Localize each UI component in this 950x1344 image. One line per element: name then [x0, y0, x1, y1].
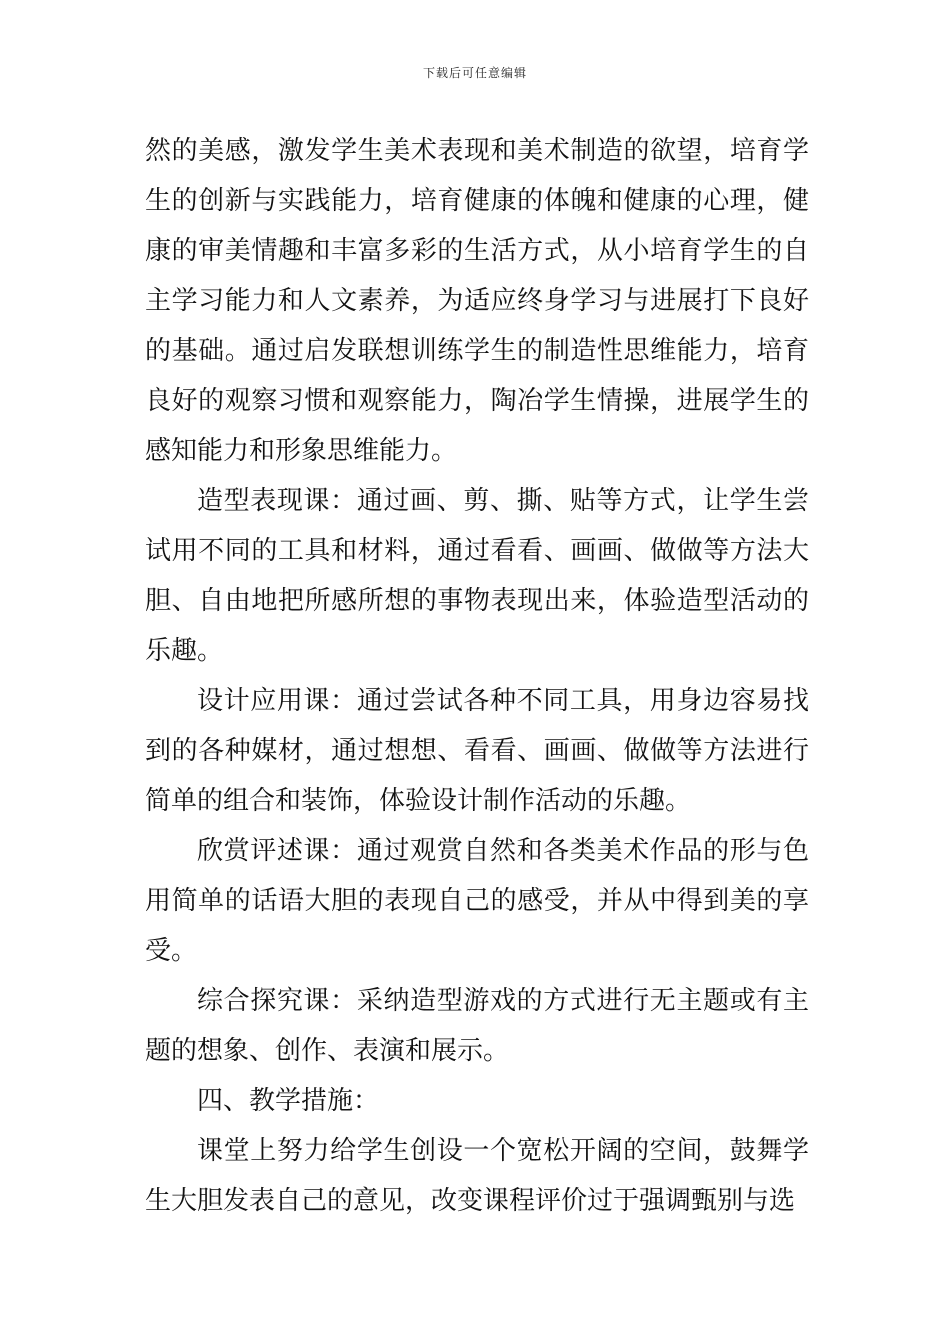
- paragraph-modeling-course: 造型表现课：通过画、剪、撕、贴等方式，让学生尝试用不同的工具和材料，通过看看、画画、做做等方法大胆、自由地把所感所想的事物表现出来，体验造型活动的乐趣。: [145, 486, 809, 666]
- paragraph-continuation: 然的美感，激发学生美术表现和美术制造的欲望，培育学生的创新与实践能力，培育健康的体魄和健康的心理，健康的审美情趣和丰富多彩的生活方式，从小培育学生的自主学习能力和人文素养，为适应终身学习与进展打下良好的基础。通过启发联想训练学生的制造性思维能力，培育良好的观察习惯和观察能力，陶冶学生情操，进展学生的感知能力和形象思维能力。: [145, 136, 809, 466]
- paragraph-appreciation-course: 欣赏评述课：通过观赏自然和各类美术作品的形与色用简单的话语大胆的表现自己的感受，并从中得到美的享受。: [145, 836, 809, 966]
- paragraph-integrated-course: 综合探究课：采纳造型游戏的方式进行无主题或有主题的想象、创作、表演和展示。: [145, 986, 809, 1066]
- page-header: 下载后可任意编辑: [422, 66, 527, 80]
- paragraph-design-course: 设计应用课：通过尝试各种不同工具，用身边容易找到的各种媒材，通过想想、看看、画画、做做等方法进行简单的组合和装饰，体验设计制作活动的乐趣。: [145, 686, 809, 816]
- section-heading-teaching-measures: 四、教学措施：: [197, 1086, 380, 1116]
- paragraph-teaching-measures: 课堂上努力给学生创设一个宽松开阔的空间，鼓舞学生大胆发表自己的意见，改变课程评价过于强调甄别与选: [145, 1136, 809, 1216]
- document-body: [145, 126, 809, 1226]
